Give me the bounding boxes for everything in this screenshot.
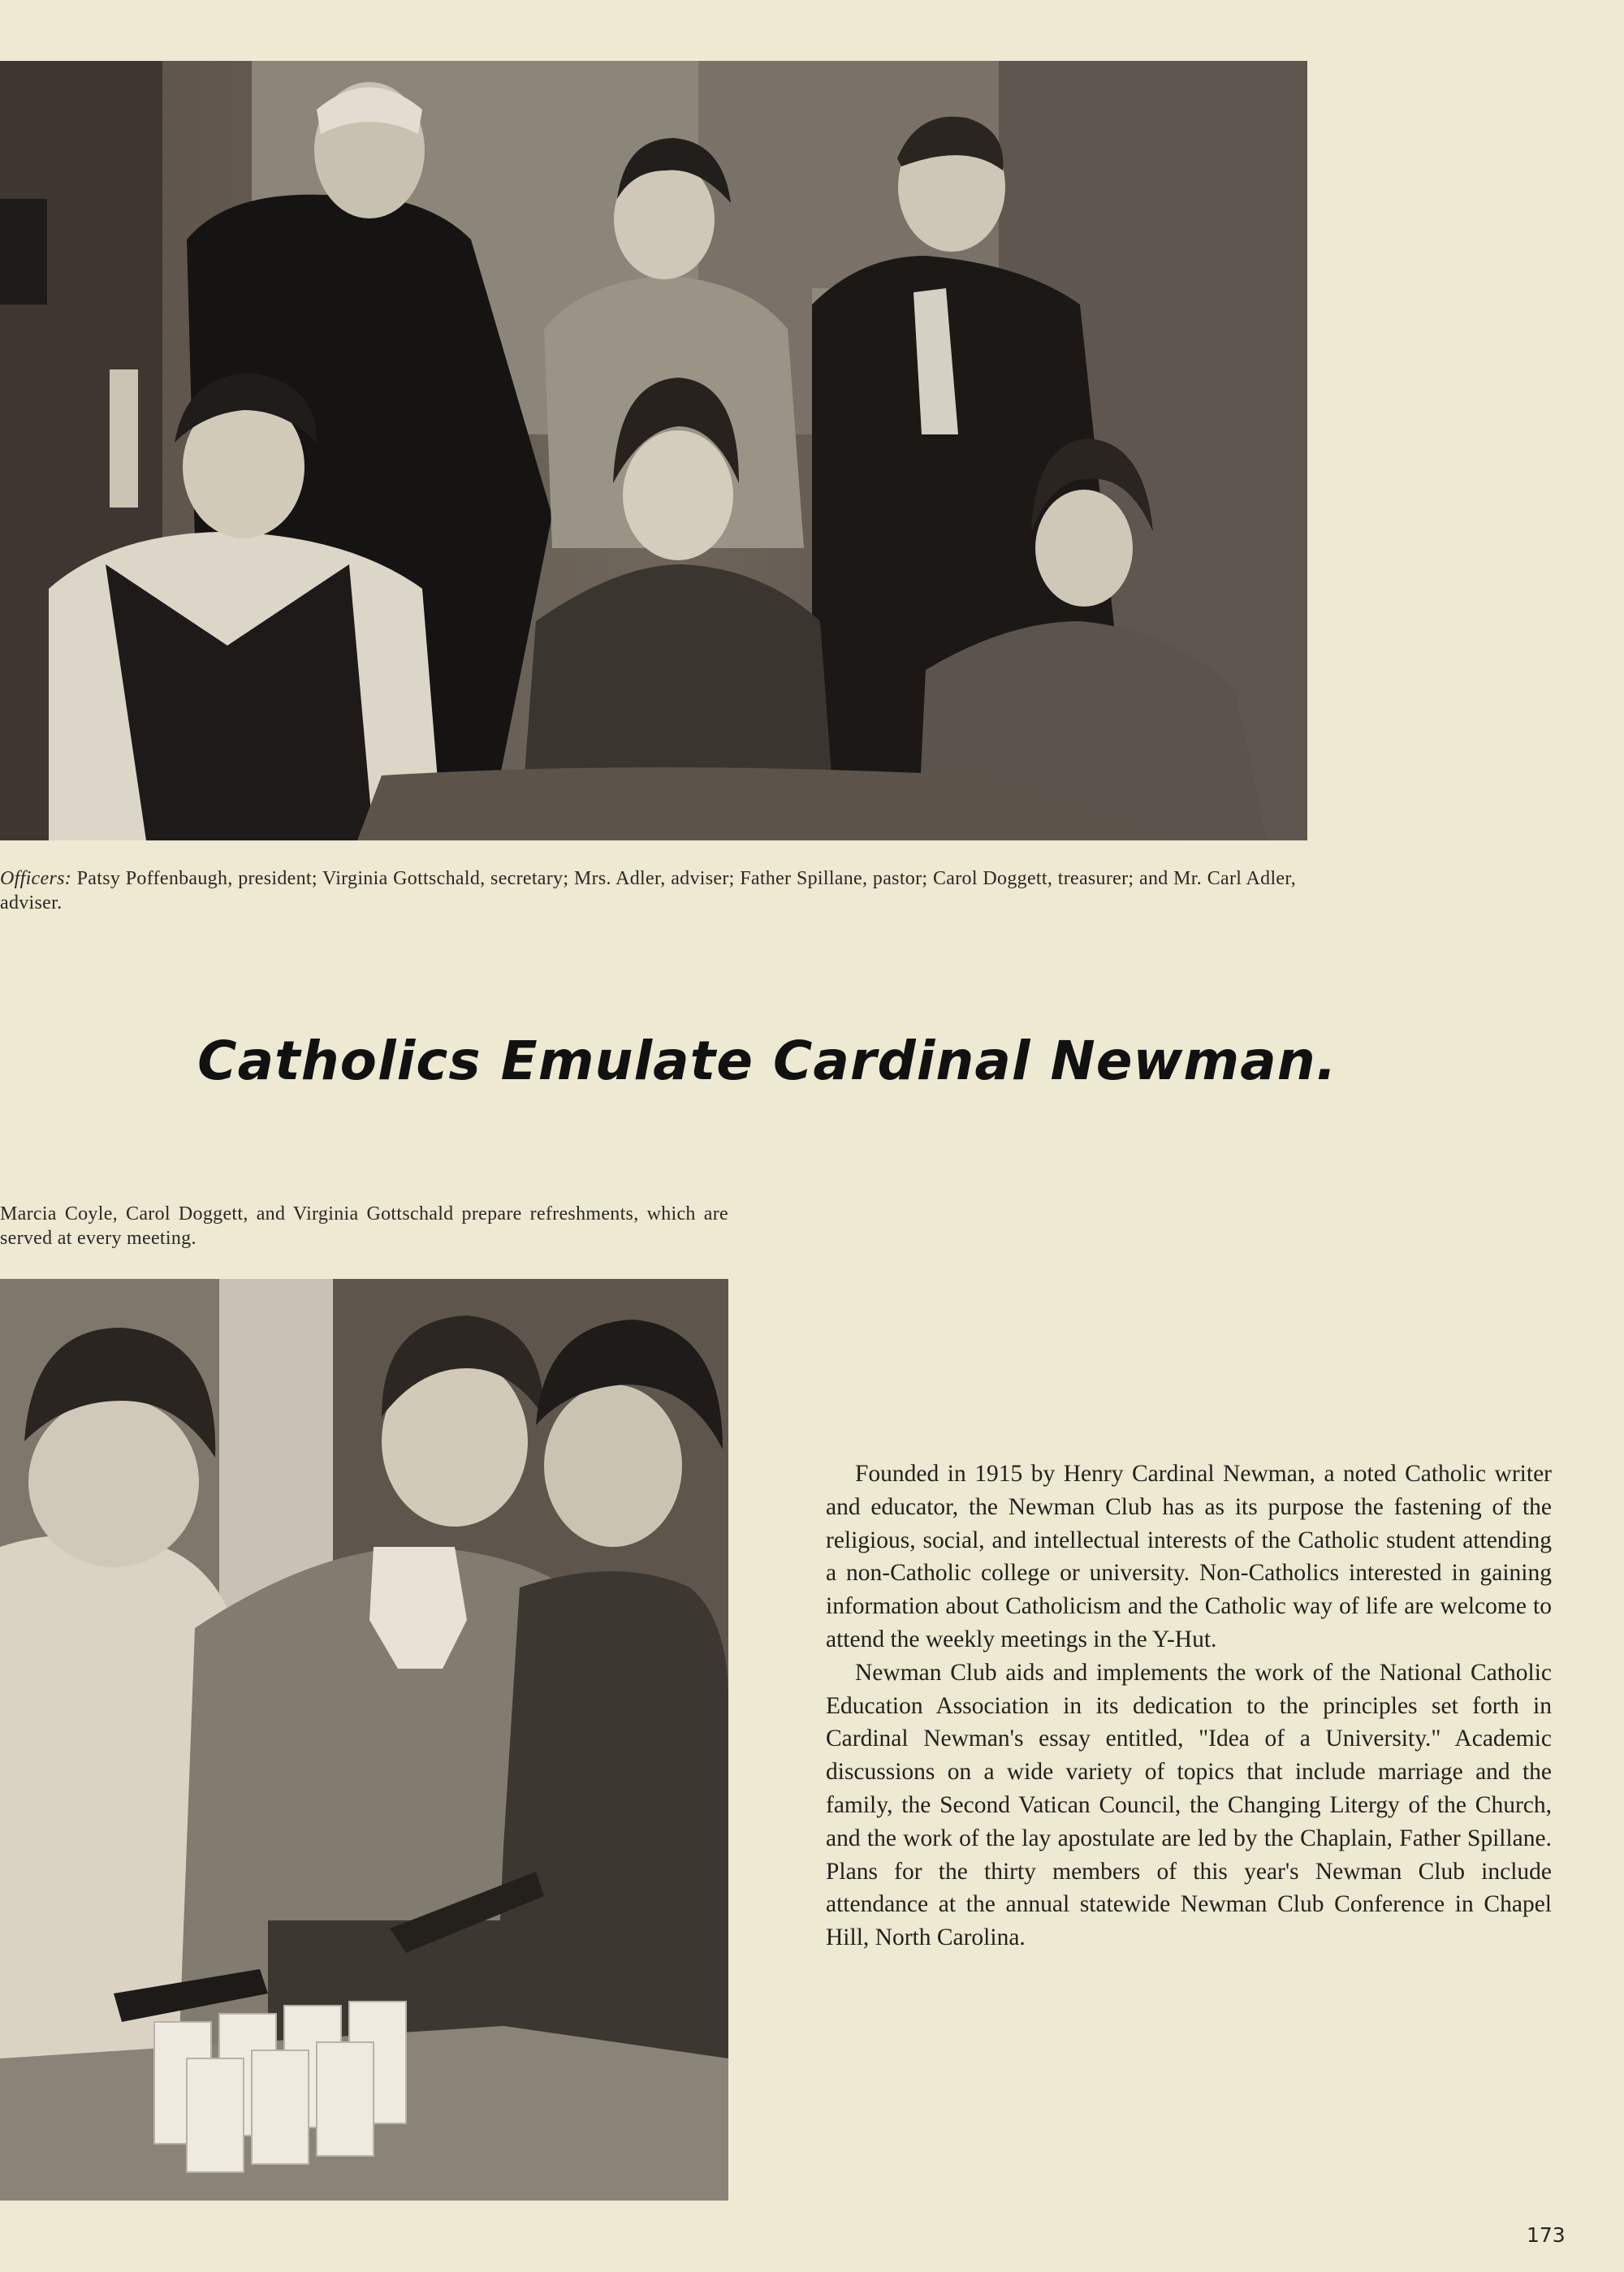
body-paragraph-1: Founded in 1915 by Henry Cardinal Newman, a noted Catholic writer and educator, the Newman Club has as its purpose the fastening of the religious, social, and intellectual interests of the Catholic student attending a non-Catholic college or university. Non-Catholics interested in gaining information about Catholicism and the Catholic way of life are welcome to attend the weekly meetings in the Y-Hut. (826, 1461, 1552, 1652)
officers-caption-lead: Officers: (0, 868, 72, 889)
page-number: 173 (1527, 2223, 1566, 2247)
headline-text: Catholics Emulate Cardinal Newman. (197, 1030, 1337, 1092)
refreshments-photo (0, 1279, 728, 2201)
officers-photo-illustration (0, 61, 1307, 840)
refreshments-caption: Marcia Coyle, Carol Doggett, and Virginia Gottschald prepare refreshments, which are served at every meeting. (0, 1203, 728, 1249)
article-body (826, 1458, 1552, 1955)
body-paragraph-2: Newman Club aids and implements the work of the National Catholic Education Association in its dedication to the principles set forth in Cardinal Newman's essay entitled, "Idea of a University." Academic discussions on a wide variety of topics that include marriage and the family, the Second Vatican Council, the Changing Litergy of the Church, and the work of the lay apostulate are led by the Chaplain, Father Spillane. Plans for the thirty members of this year's Newman Club include attendance at the annual statewide Newman Club Conference in Chapel Hill, North Carolina. (826, 1659, 1552, 1951)
officers-photo (0, 61, 1307, 840)
officers-caption-text: Patsy Poffenbaugh, president; Virginia Gottschald, secretary; Mrs. Adler, adviser; Father Spillane, pastor; Carol Doggett, treasurer; and Mr. Carl Adler, adviser. (0, 868, 1296, 914)
officers-caption (0, 866, 1296, 915)
refreshments-photo-illustration (0, 1279, 728, 2201)
page-headline (0, 1030, 1624, 1092)
